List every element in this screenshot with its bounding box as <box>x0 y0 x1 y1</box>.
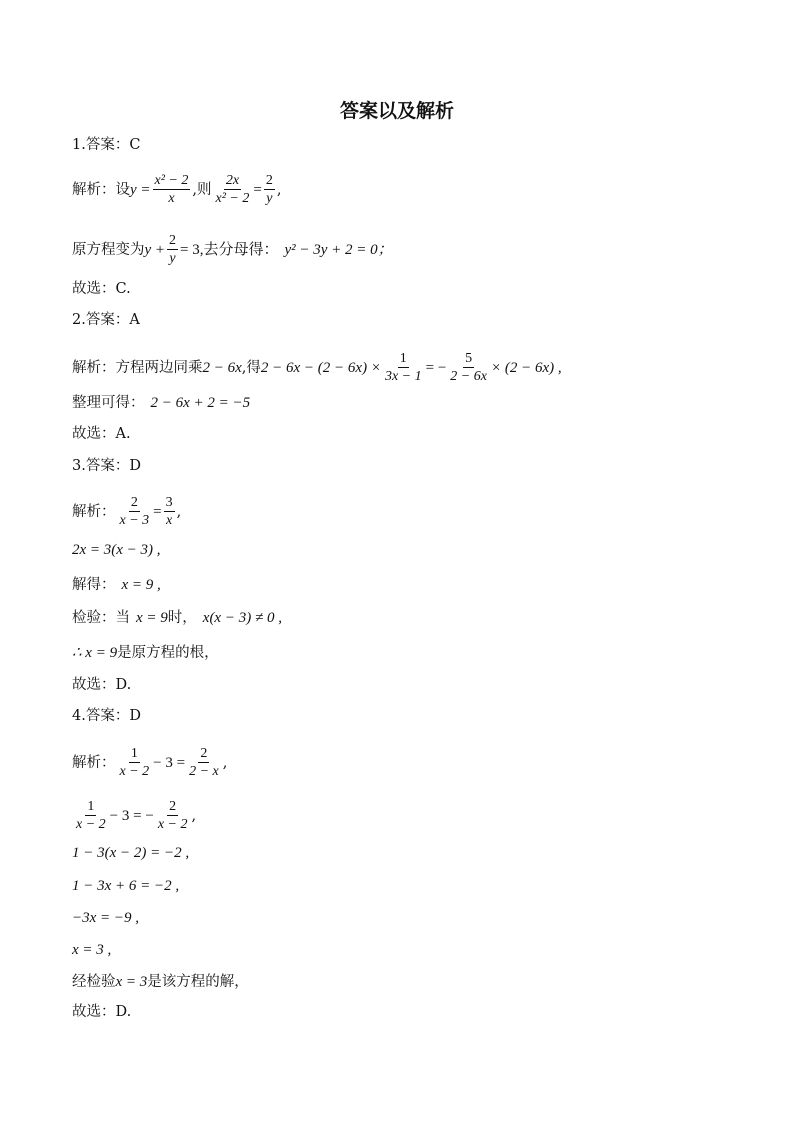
q1-analysis-line: 解析：设 y = $\frac{\text{x² − 2}}{x}$ ,则 $\frac{2x}{\text{x² − 2}}$ = $\frac{2}{y}$ , <box>72 173 282 206</box>
q4-analysis-line: 解析： $\frac{1}{x - 2}$ − 3 = $\frac{2}{2 - x}$ , <box>72 746 228 779</box>
q4-step-line: x = 3 , <box>72 942 112 958</box>
q4-step-line: −3x = −9 , <box>72 910 140 926</box>
q4-step-line: $\frac{1}{x - 2}$ − 3 = − $\frac{2}{x - 2}$ , <box>76 799 197 832</box>
q2-simplify-line: 整理可得： 2 − 6x + 2 = −5 <box>72 395 251 411</box>
q2-answer: 2.答案：A <box>72 312 140 328</box>
q4-step-line: 1 − 3(x − 2) = −2 , <box>72 845 190 861</box>
fraction: $\frac{3}{x}$ <box>165 495 173 528</box>
q1-choice: 故选：C. <box>72 281 131 297</box>
q3-answer: 3.答案：D <box>72 458 141 474</box>
q4-answer: 4.答案：D <box>72 708 141 724</box>
q3-solve-line: 解得： x = 9 , <box>72 577 161 593</box>
q2-choice: 故选：A. <box>72 426 131 442</box>
q2-analysis-line: 解析：方程两边同乘 2 − 6x ,得 2 − 6x − (2 − 6x) × $\frac{1}{3x - 1}$ = − $\frac{5}{2 - 6x}$ × (2 − 6x) , <box>72 351 562 384</box>
q4-choice: 故选：D. <box>72 1004 132 1020</box>
q1-answer: 1.答案：C <box>72 137 141 153</box>
fraction: $\frac{2}{y}$ <box>265 173 273 206</box>
fraction: $\frac{1}{x - 2}$ <box>76 799 106 832</box>
q4-verify-line: 经检验 x = 3 是该方程的解， <box>72 974 249 990</box>
q1-equation-line: 原方程变为 y + $\frac{2}{y}$ = 3,去分母得： y² − 3y + 2 = 0； <box>72 233 393 266</box>
q3-choice: 故选：D. <box>72 677 132 693</box>
fraction: $\frac{2}{y}$ <box>169 233 177 266</box>
q4-step-line: 1 − 3x + 6 = −2 , <box>72 878 180 894</box>
fraction: $\frac{\text{x² − 2}}{x}$ <box>154 173 189 206</box>
page-title: 答案以及解析 <box>339 100 454 122</box>
q3-check-line: 检验：当 x = 9 时， x(x − 3) ≠ 0 , <box>72 610 282 626</box>
fraction: $\frac{2}{2 - x}$ <box>189 746 219 779</box>
fraction: $\frac{2x}{\text{x² − 2}}$ <box>215 173 250 206</box>
fraction: $\frac{1}{3x - 1}$ <box>384 351 422 384</box>
fraction: $\frac{1}{x - 2}$ <box>119 746 150 779</box>
q3-root-line: ∴ x = 9 是原方程的根， <box>72 645 219 661</box>
fraction: $\frac{2}{x - 3}$ <box>119 495 150 528</box>
fraction: $\frac{2}{x - 2}$ <box>157 799 188 832</box>
fraction: $\frac{5}{2 - 6x}$ <box>450 351 487 384</box>
q3-step-line: 2x = 3(x − 3) , <box>72 542 161 558</box>
q3-analysis-line: 解析： $\frac{2}{x - 3}$ = $\frac{3}{x}$ , <box>72 495 182 528</box>
